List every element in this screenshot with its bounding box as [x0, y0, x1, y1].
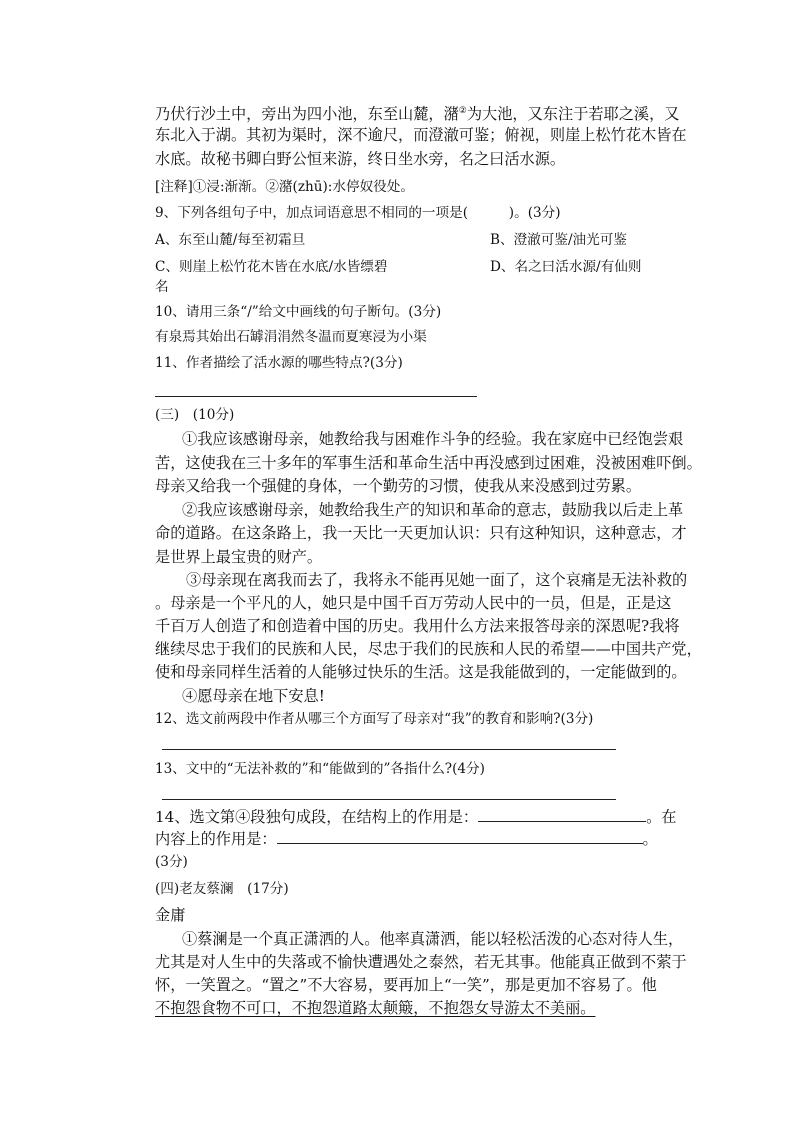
- question-9-option-c: C、则崖上松竹花木皆在水底/水皆缥碧: [155, 259, 388, 275]
- question-12-stem: 12、选文前两段中作者从哪三个方面写了母亲对“我”的教育和影响?(3分): [155, 711, 594, 727]
- question-13-stem: 13、文中的“无法补救的”和“能做到的”各指什么?(4分): [155, 761, 485, 777]
- underlined-sentence: 不抱怨食物不可口，不抱怨道路太颠簸，不抱怨女导游太不美丽。: [155, 999, 596, 1017]
- passage-line: 水底。故秘书卿白野公恒来游，终日坐水旁，名之曰活水源。: [155, 150, 566, 168]
- question-11-stem: 11、作者描绘了活水源的哪些特点?(3分): [155, 355, 403, 371]
- paragraph-line: ④愿母亲在地下安息!: [182, 687, 325, 705]
- paragraph-line: 使和母亲同样生活着的人能够过快乐的生活。这是我能做到的，一定能做到的。: [155, 663, 687, 681]
- answer-line[interactable]: [155, 396, 477, 397]
- answer-blank[interactable]: [277, 828, 643, 844]
- paragraph-line: 命的道路。在这条路上，我一天比一天更加认识：只有这种知识，这种意志，才: [155, 524, 687, 542]
- paragraph-line: 是世界上最宝贵的财产。: [155, 548, 323, 566]
- paragraph-line: 继续尽忠于我们的民族和人民，尽忠于我们的民族和人民的希望——中国共产党，: [155, 640, 702, 658]
- answer-line[interactable]: [162, 799, 616, 800]
- paragraph-line: ③母亲现在离我而去了，我将永不能再见她一面了，这个哀痛是无法补救的: [186, 571, 688, 589]
- paragraph-line: 尤其是对人生中的失落或不愉快遭遇处之泰然，若无其事。他能真正做到不萦于: [155, 953, 687, 971]
- question-9-option-d-cont: 名: [155, 279, 169, 295]
- paragraph-line: 苦，这使我在三十多年的军事生活和革命生活中再没感到过困难，没被困难吓倒。: [155, 454, 702, 472]
- question-9-stem: 9、下列各组句子中，加点词语意思不相同的一项是( )。(3分): [155, 205, 561, 221]
- question-14-line-1: 14、选文第④段独句成段，在结构上的作用是： 。在: [155, 808, 677, 826]
- section-3-heading: (三) (10分): [155, 407, 235, 423]
- paragraph-line: ①蔡澜是一个真正潇洒的人。他率真潇洒，能以轻松活泼的心态对待人生，: [182, 930, 684, 948]
- paragraph-line: ①我应该感谢母亲，她教给我与困难作斗争的经验。我在家庭中已经饱尝艰: [182, 430, 684, 448]
- annotation-note: [注释]①浸:渐渐。②潴(zhū):水停奴役处。: [155, 179, 414, 195]
- passage-line: 东北入于湖。其初为渠时，深不逾尺，而澄澈可鉴；俯视，则崖上松竹花木皆在: [155, 126, 687, 144]
- paragraph-line: 。母亲是一个平凡的人，她只是中国千百万劳动人民中的一员，但是，正是这: [155, 594, 672, 612]
- question-9-option-d: D、名之曰活水源/有仙则: [490, 259, 642, 275]
- answer-blank[interactable]: [478, 806, 646, 822]
- question-14-score: (3分): [155, 854, 188, 870]
- section-4-heading: (四)老友蔡澜 (17分): [155, 881, 289, 897]
- question-14-line-2: 内容上的作用是： 。: [155, 830, 658, 848]
- paragraph-line: 千百万人创造了和创造着中国的历史。我用什么方法来报答母亲的深恩呢?我将: [155, 617, 680, 635]
- question-10-stem: 10、请用三条“/”给文中画线的句子断句。(3分): [155, 304, 442, 320]
- paragraph-line: 母亲又给我一个强健的身体，一个勤劳的习惯，使我从来没感到过劳累。: [155, 477, 641, 495]
- paragraph-line: 怀，一笑置之。“置之”不大容易，要再加上“一笑”，那是更加不容易了。他: [155, 976, 657, 994]
- question-10-sentence: 有泉焉其始出石罅涓涓然冬温而夏寒浸为小渠: [155, 329, 427, 345]
- question-9-option-b: B、澄澈可鉴/油光可鉴: [490, 232, 627, 248]
- question-9-option-a: A、东至山麓/每至初霜旦: [155, 232, 306, 248]
- answer-line[interactable]: [162, 749, 616, 750]
- passage-line: 乃伏行沙土中，旁出为四小池，东至山麓，潴②为大池，又东注于若耶之溪，又: [155, 105, 680, 124]
- paragraph-line: ②我应该感谢母亲，她教给我生产的知识和革命的意志，鼓励我以后走上革: [182, 501, 684, 519]
- author-name: 金庸: [155, 906, 186, 924]
